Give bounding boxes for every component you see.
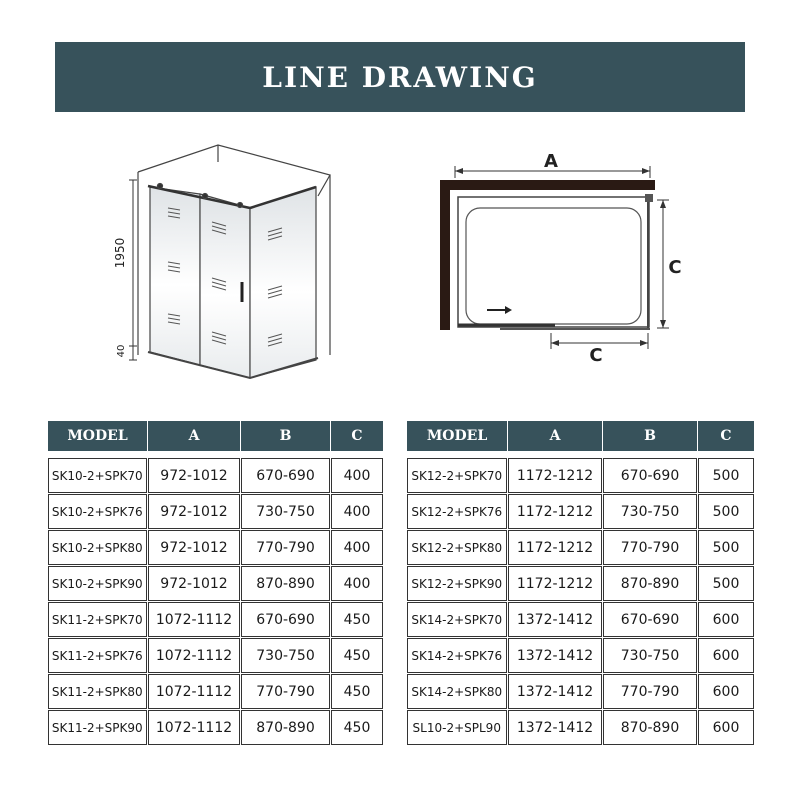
cell-c: 600 [698, 674, 755, 710]
cell-model: SK11-2+SPK70 [48, 602, 148, 638]
table-row [48, 674, 384, 710]
cell-model: SK10-2+SPK76 [48, 494, 148, 530]
cell-model: SL10-2+SPL90 [407, 710, 508, 746]
table-row [407, 602, 755, 638]
cell-c: 500 [698, 494, 755, 530]
model-table-right [406, 420, 755, 746]
side-panel [250, 187, 316, 378]
header-a: A [148, 421, 241, 452]
cell-c: 400 [331, 458, 384, 494]
cell-a: 1172-1212 [508, 566, 603, 602]
cell-a: 972-1012 [148, 566, 241, 602]
header-model: MODEL [407, 421, 508, 452]
cell-a: 1072-1112 [148, 674, 241, 710]
table-row [407, 530, 755, 566]
cell-a: 972-1012 [148, 494, 241, 530]
cell-model: SK14-2+SPK76 [407, 638, 508, 674]
cell-b: 730-750 [241, 494, 331, 530]
base-height-label: 40 [116, 344, 127, 358]
height-label: 1950 [113, 237, 127, 269]
cell-c: 600 [698, 710, 755, 746]
table-row [407, 458, 755, 494]
table-row [407, 710, 755, 746]
cell-b: 770-790 [603, 674, 698, 710]
table-header-row [407, 421, 755, 452]
table-header-row [48, 421, 384, 452]
header-a: A [508, 421, 603, 452]
cell-model: SK10-2+SPK80 [48, 530, 148, 566]
table-row [407, 638, 755, 674]
line-drawings [0, 120, 800, 420]
dimension-c-bottom-label: C [589, 345, 603, 366]
cell-c: 600 [698, 602, 755, 638]
table-row [48, 530, 384, 566]
cell-c: 450 [331, 638, 384, 674]
cell-c: 400 [331, 494, 384, 530]
header-b: B [603, 421, 698, 452]
table-row [48, 458, 384, 494]
cell-a: 972-1012 [148, 458, 241, 494]
cell-model: SK14-2+SPK70 [407, 602, 508, 638]
title-banner [55, 42, 745, 112]
cell-c: 500 [698, 458, 755, 494]
cell-a: 1072-1112 [148, 602, 241, 638]
cell-b: 670-690 [603, 602, 698, 638]
table-row [48, 566, 384, 602]
cell-c: 600 [698, 638, 755, 674]
dimension-a-label: A [544, 151, 558, 172]
plan-view [440, 166, 669, 349]
drawing-canvas [0, 120, 800, 420]
cell-b: 770-790 [241, 530, 331, 566]
cell-model: SK12-2+SPK80 [407, 530, 508, 566]
cell-a: 1172-1212 [508, 494, 603, 530]
plan-wall [440, 180, 655, 330]
cell-b: 770-790 [241, 674, 331, 710]
banner-title: LINE DRAWING [262, 60, 538, 94]
cell-c: 500 [698, 566, 755, 602]
table-row [407, 494, 755, 530]
table-row [407, 674, 755, 710]
cell-a: 1172-1212 [508, 530, 603, 566]
table-row [48, 494, 384, 530]
cell-b: 870-890 [241, 710, 331, 746]
model-table-left [47, 420, 384, 746]
table-row [48, 602, 384, 638]
cell-b: 730-750 [603, 638, 698, 674]
table-row [407, 566, 755, 602]
cell-b: 670-690 [603, 458, 698, 494]
cell-a: 1072-1112 [148, 638, 241, 674]
cell-a: 1172-1212 [508, 458, 603, 494]
cell-b: 670-690 [241, 602, 331, 638]
cell-model: SK11-2+SPK76 [48, 638, 148, 674]
cell-b: 730-750 [603, 494, 698, 530]
cell-b: 870-890 [241, 566, 331, 602]
cell-model: SK10-2+SPK70 [48, 458, 148, 494]
cell-model: SK14-2+SPK80 [407, 674, 508, 710]
cell-a: 1372-1412 [508, 674, 603, 710]
header-c: C [698, 421, 755, 452]
cell-model: SK11-2+SPK90 [48, 710, 148, 746]
cell-a: 1372-1412 [508, 710, 603, 746]
cell-c: 400 [331, 566, 384, 602]
cell-model: SK12-2+SPK90 [407, 566, 508, 602]
dimension-c-side-label: C [668, 257, 682, 278]
cell-c: 500 [698, 530, 755, 566]
table-row [48, 638, 384, 674]
cell-b: 870-890 [603, 710, 698, 746]
table-row [48, 710, 384, 746]
enclosure-3d-view [129, 145, 330, 378]
cell-b: 730-750 [241, 638, 331, 674]
cell-c: 450 [331, 674, 384, 710]
cell-model: SK12-2+SPK76 [407, 494, 508, 530]
header-c: C [331, 421, 384, 452]
cell-a: 972-1012 [148, 530, 241, 566]
header-b: B [241, 421, 331, 452]
cell-a: 1072-1112 [148, 710, 241, 746]
cell-a: 1372-1412 [508, 602, 603, 638]
cell-c: 450 [331, 602, 384, 638]
cell-model: SK12-2+SPK70 [407, 458, 508, 494]
front-fixed-panel [150, 187, 200, 365]
cell-model: SK11-2+SPK80 [48, 674, 148, 710]
cell-b: 870-890 [603, 566, 698, 602]
cell-a: 1372-1412 [508, 638, 603, 674]
cell-b: 770-790 [603, 530, 698, 566]
cell-model: SK10-2+SPK90 [48, 566, 148, 602]
header-model: MODEL [48, 421, 148, 452]
cell-b: 670-690 [241, 458, 331, 494]
cell-c: 450 [331, 710, 384, 746]
cell-c: 400 [331, 530, 384, 566]
